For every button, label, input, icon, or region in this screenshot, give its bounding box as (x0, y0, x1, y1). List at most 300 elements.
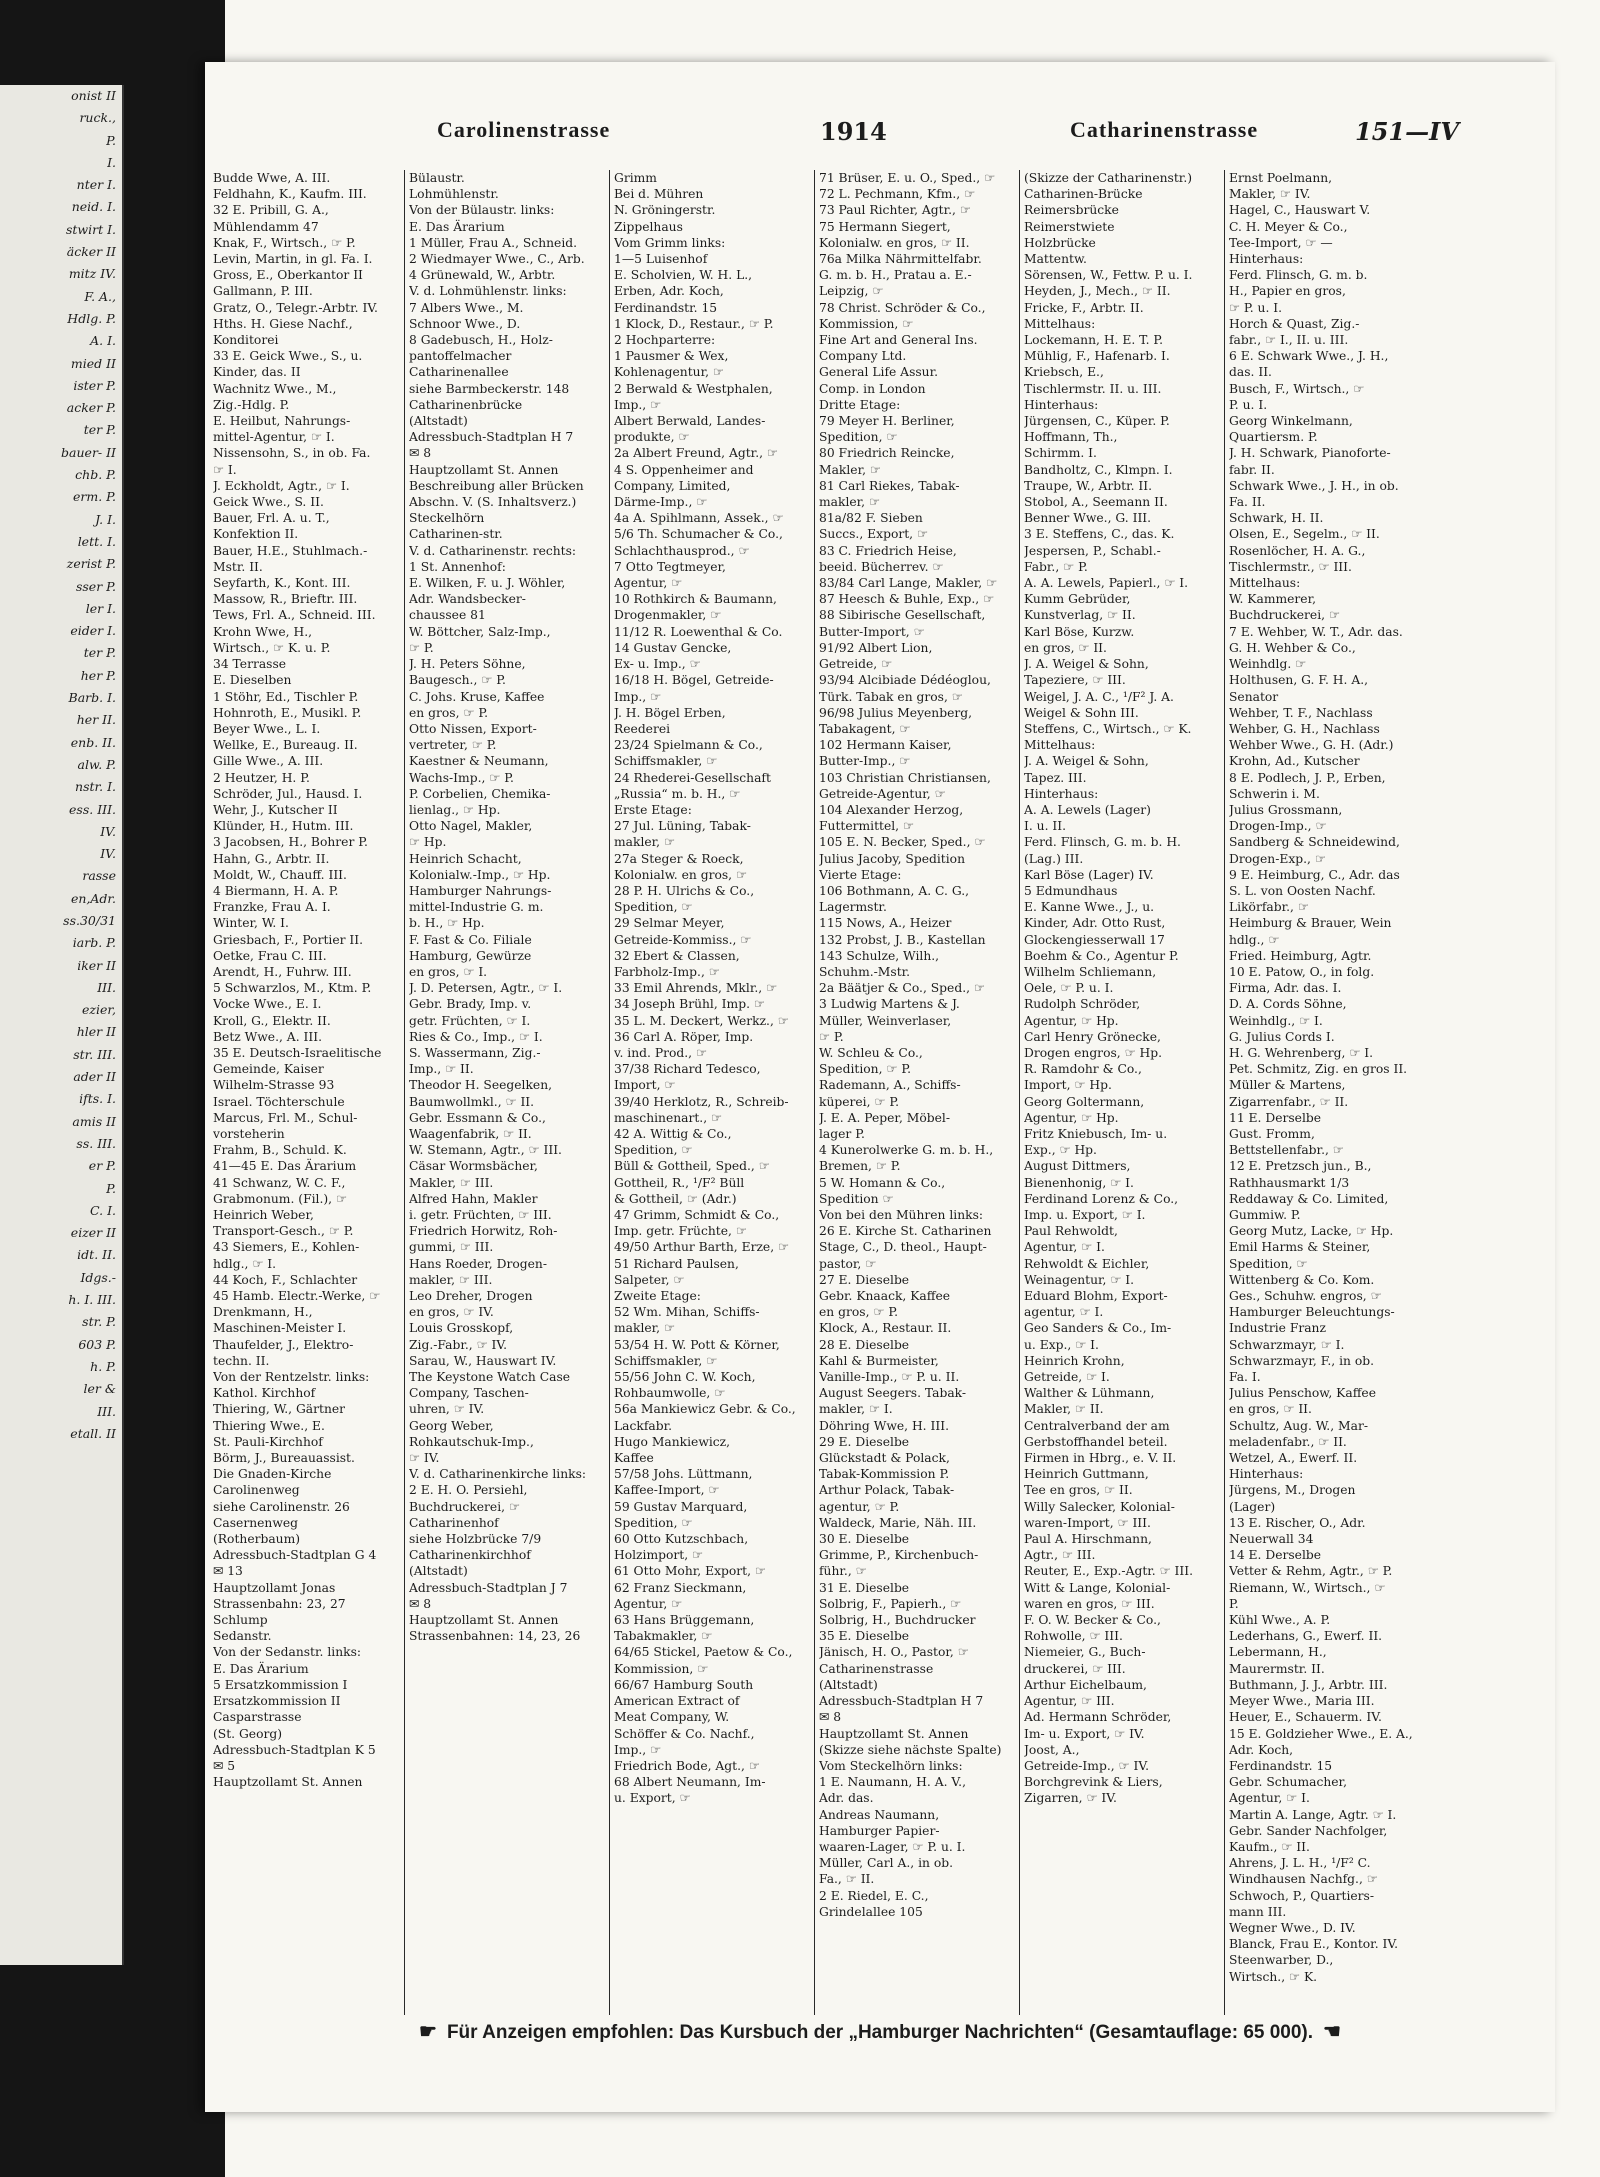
directory-entry: G. Julius Cords I. (1229, 1029, 1335, 1044)
directory-entry: 15 E. Goldzieher Wwe., E. A., (1229, 1726, 1413, 1741)
directory-entry: Exp., ☞ Hp. (1024, 1143, 1097, 1158)
directory-entry: chaussee 81 (409, 608, 486, 623)
left-page-text: nstr. I. (75, 779, 116, 795)
directory-entry: 29 Selmar Meyer, (614, 916, 725, 931)
directory-entry: Witt & Lange, Kolonial- (1024, 1580, 1171, 1595)
directory-entry: 7 Otto Tegtmeyer, (614, 559, 726, 574)
directory-entry: Getreide-Agentur, ☞ (819, 786, 946, 801)
directory-entry: Adr. Koch, (1229, 1742, 1294, 1757)
left-page-text: ter P. (83, 645, 116, 661)
directory-entry: Stage, C., D. theol., Haupt- (819, 1240, 987, 1255)
directory-entry: Lackfabr. (614, 1418, 673, 1433)
directory-entry: Schwarzmayr, ☞ I. (1229, 1337, 1345, 1352)
directory-entry: Hohnroth, E., Musikl. P. (213, 705, 362, 720)
directory-entry: Ferdinandstr. 15 (1229, 1758, 1333, 1773)
directory-entry: S. Wassermann, Zig.- (409, 1045, 541, 1060)
directory-entry: 53/54 H. W. Pott & Körner, (614, 1337, 780, 1352)
left-page-text: J. I. (95, 511, 116, 527)
directory-entry: Franzke, Frau A. I. (213, 900, 331, 915)
directory-entry: J. H. Schwark, Pianoforte- (1229, 446, 1391, 461)
left-page-text: Barb. I. (68, 690, 116, 706)
directory-entry: Hans Roeder, Drogen- (409, 1256, 547, 1271)
directory-entry: Klünder, H., Hutm. III. (213, 819, 354, 834)
directory-entry: 16/18 H. Bögel, Getreide- (614, 673, 774, 688)
directory-entry: Geo Sanders & Co., Im- (1024, 1321, 1172, 1336)
directory-entry: Schwoch, P., Quartiers- (1229, 1888, 1374, 1903)
directory-entry: 4a A. Spihlmann, Assek., ☞ (614, 511, 784, 526)
directory-entry: Geick Wwe., S. II. (213, 495, 324, 510)
directory-entry: Tapez. III. (1024, 770, 1087, 785)
directory-entry: Wehber, T. F., Nachlass (1229, 705, 1373, 720)
directory-entry: 2 Berwald & Westphalen, (614, 381, 773, 396)
directory-entry: 1 Pausmer & Wex, (614, 349, 729, 364)
directory-entry: Schnoor Wwe., D. (409, 316, 521, 331)
directory-entry: Georg Goltermann, (1024, 1094, 1145, 1109)
directory-entry: Reddaway & Co. Limited, (1229, 1191, 1389, 1206)
directory-entry: Gottheil, R., ¹/F² Büll (614, 1175, 745, 1190)
directory-entry: Rosenlöcher, H. A. G., (1229, 543, 1366, 558)
left-page-text: lett. I. (77, 533, 116, 549)
directory-entry: Oetke, Frau C. III. (213, 948, 327, 963)
directory-entry: Holzimport, ☞ (614, 1548, 704, 1563)
directory-entry: 75 Hermann Siegert, (819, 219, 951, 234)
left-page-text: C. I. (90, 1202, 116, 1218)
left-page-text: stwirt I. (65, 221, 116, 237)
directory-entry: F. Fast & Co. Filiale (409, 932, 532, 947)
directory-entry: Catharinen-str. (409, 527, 503, 542)
directory-entry: Weinagentur, ☞ I. (1024, 1272, 1135, 1287)
directory-entry: Strassenbahn: 23, 27 (213, 1596, 346, 1611)
directory-entry: C. Johs. Kruse, Kaffee (409, 689, 545, 704)
directory-entry: hdlg., ☞ (1229, 932, 1280, 947)
directory-entry: 61 Otto Mohr, Export, ☞ (614, 1564, 766, 1579)
directory-entry: 27 Jul. Lüning, Tabak- (614, 819, 751, 834)
directory-entry: Company, Taschen- (409, 1386, 529, 1401)
directory-entry: makler, ☞ (614, 835, 676, 850)
directory-entry: Ferd. Flinsch, G. m. b. (1229, 268, 1368, 283)
directory-entry: 1 E. Naumann, H. A. V., (819, 1775, 966, 1790)
directory-entry: 103 Christian Christiansen, (819, 770, 991, 785)
directory-entry: Martin A. Lange, Agtr. ☞ I. (1229, 1807, 1397, 1822)
left-page-text: her P. (80, 667, 116, 683)
directory-entry: Georg Weber, (409, 1418, 494, 1433)
directory-entry: 14 Gustav Gencke, (614, 640, 732, 655)
directory-entry: Bauer, Frl. A. u. T., (213, 511, 330, 526)
directory-entry: General Life Assur. (819, 365, 939, 380)
directory-entry: fabr., ☞ I., II. u. III. (1229, 333, 1349, 348)
directory-entry: i. getr. Früchten, ☞ III. (409, 1208, 552, 1222)
directory-entry: Schlachthausprod., ☞ (614, 543, 750, 558)
directory-entry: en gros, ☞ P. (819, 1305, 899, 1320)
left-page-text: ess. III. (69, 801, 116, 817)
directory-entry: Vocke Wwe., E. I. (213, 997, 322, 1012)
directory-entry: & Gottheil, ☞ (Adr.) (614, 1191, 737, 1206)
left-page-text: h. I. III. (68, 1292, 116, 1308)
directory-entry: 3 E. Steffens, C., das. K. (1024, 527, 1175, 542)
directory-entry: Hugo Mankiewicz, (614, 1434, 731, 1449)
directory-entry: Vierte Etage: (819, 867, 902, 882)
directory-entry: Butter-Import, ☞ (819, 624, 925, 639)
directory-entry: Wirtsch., ☞ K. u. P. (213, 640, 331, 655)
directory-entry: The Keystone Watch Case (409, 1370, 571, 1385)
directory-entry: Drogen engros, ☞ Hp. (1024, 1045, 1163, 1060)
directory-entry: Horch & Quast, Zig.- (1229, 316, 1360, 331)
directory-entry: Baumwollmkl., ☞ II. (409, 1094, 535, 1109)
directory-entry: lager P. (819, 1126, 865, 1141)
directory-entry: Kaufm., ☞ II. (1229, 1839, 1310, 1854)
directory-entry: Getreide, ☞ I. (1024, 1370, 1110, 1385)
directory-entry: Heimburg & Brauer, Wein (1229, 916, 1392, 931)
directory-entry: P. Corbelien, Chemika- (409, 786, 551, 801)
left-page-text: mied II (70, 355, 116, 371)
directory-entry: C. H. Meyer & Co., (1229, 219, 1348, 234)
directory-entry: en gros, ☞ II. (1229, 1402, 1312, 1417)
directory-entry: Ries & Co., Imp., ☞ I. (409, 1029, 543, 1044)
directory-entry: Müller, Carl A., in ob. (819, 1856, 954, 1871)
directory-entry: Arthur Eichelbaum, (1024, 1677, 1147, 1692)
directory-entry: Kriebsch, E., (1024, 365, 1104, 380)
directory-entry: küperei, ☞ P. (819, 1094, 900, 1109)
directory-entry: Konfektion II. (213, 527, 299, 542)
directory-entry: Getreide-Imp., ☞ IV. (1024, 1758, 1149, 1773)
directory-entry: Getreide, ☞ (819, 657, 893, 672)
directory-entry: Reederei (614, 721, 671, 736)
directory-entry: Steenwarber, D., (1229, 1953, 1334, 1968)
directory-entry: Schwarzmayr, F., in ob. (1229, 1353, 1375, 1368)
directory-entry: Dritte Etage: (819, 397, 901, 412)
directory-entry: en gros, ☞ P. (409, 705, 489, 720)
directory-entry: H. G. Wehrenberg, ☞ I. (1229, 1045, 1374, 1060)
directory-entry: 24 Rhederei-Gesellschaft (614, 770, 771, 785)
directory-entry: 96/98 Julius Meyenberg, (819, 705, 973, 720)
directory-entry: 7 E. Wehber, W. T., Adr. das. (1229, 624, 1403, 639)
directory-entry: Ges., Schuhw. engros, ☞ (1229, 1289, 1382, 1304)
directory-entry: Hauptzollamt St. Annen (819, 1726, 969, 1741)
directory-entry: druckerei, ☞ III. (1024, 1661, 1126, 1676)
directory-entry: Sandberg & Schneidewind, (1229, 835, 1400, 850)
directory-entry: das. II. (1229, 365, 1272, 380)
directory-entry: uhren, ☞ IV. (409, 1402, 485, 1417)
directory-entry: Adressbuch-Stadtplan K 5 (213, 1742, 376, 1757)
directory-entry: August Dittmers, (1024, 1159, 1131, 1174)
directory-entry: 10 E. Patow, O., in folg. (1229, 964, 1375, 979)
directory-entry: techn. II. (213, 1353, 270, 1368)
directory-entry: Catharinen-Brücke (1024, 187, 1143, 202)
directory-entry: Mittelhaus: (1229, 576, 1301, 591)
directory-entry: S. L. von Oosten Nachf. (1229, 883, 1376, 898)
left-page-text: bauer- II (61, 444, 116, 460)
directory-entry: Thiering, W., Gärtner (213, 1402, 346, 1417)
column-1 (213, 170, 401, 2015)
directory-entry: maschinenart., ☞ (614, 1110, 723, 1125)
directory-entry: J. H. Bögel Erben, (614, 705, 726, 720)
directory-entry: 14 E. Derselbe (1229, 1548, 1322, 1563)
directory-entry: J. E. A. Peper, Möbel- (819, 1110, 951, 1125)
directory-entry: 47 Grimm, Schmidt & Co., (614, 1208, 780, 1222)
directory-entry: 39/40 Herklotz, R., Schreib- (614, 1094, 789, 1109)
directory-entry: b. H., ☞ Hp. (409, 916, 485, 931)
directory-entry: Hamburger Beleuchtungs- (1229, 1305, 1395, 1320)
directory-entry: Lagermstr. (819, 900, 887, 915)
directory-entry: siehe Holzbrücke 7/9 (409, 1532, 542, 1547)
directory-entry: Tews, Frl. A., Schneid. III. (213, 608, 376, 623)
directory-entry: Agentur, ☞ I. (1024, 1240, 1105, 1255)
directory-entry: Carolinenweg (213, 1483, 300, 1498)
directory-entry: Betz Wwe., A. III. (213, 1029, 322, 1044)
directory-entry: Friedrich Horwitz, Roh- (409, 1224, 558, 1239)
directory-entry: Rohwolle, ☞ III. (1024, 1629, 1123, 1644)
directory-entry: Reimersbrücke (1024, 203, 1119, 218)
directory-entry: Kohlenagentur, ☞ (614, 365, 724, 380)
directory-entry: Kommission, ☞ (614, 1661, 709, 1676)
directory-entry: (Altstadt) (409, 414, 468, 429)
directory-entry: P. u. I. (1229, 397, 1268, 412)
directory-entry: Firmen in Hbrg., e. V. II. (1024, 1451, 1177, 1466)
directory-entry: „Russia“ m. b. H., ☞ (614, 786, 741, 801)
directory-entry: Meat Company, W. (614, 1710, 730, 1725)
directory-entry: Traupe, W., Arbtr. II. (1024, 478, 1153, 493)
directory-entry: E. Wilken, F. u. J. Wöhler, (409, 576, 566, 591)
directory-entry: Jürgensen, C., Küper. P. (1024, 414, 1170, 429)
directory-entry: 2a Albert Freund, Agtr., ☞ (614, 446, 778, 461)
directory-entry: W. Schleu & Co., (819, 1045, 923, 1060)
directory-entry: Heuer, E., Schauerm. IV. (1229, 1710, 1382, 1725)
directory-entry: Julius Grossmann, (1229, 802, 1343, 817)
directory-entry: Neuerwall 34 (1229, 1532, 1314, 1547)
directory-entry: Ersatzkommission II (213, 1694, 341, 1709)
directory-entry: Thiering Wwe., E. (213, 1418, 325, 1433)
advertisement-footer (205, 2019, 1555, 2044)
directory-entry: 45 Hamb. Electr.-Werke, ☞ (213, 1289, 381, 1304)
directory-entry: (Lager) (1229, 1499, 1276, 1514)
directory-entry: (Altstadt) (819, 1677, 878, 1692)
directory-entry: Imp. u. Export, ☞ I. (1024, 1208, 1146, 1222)
directory-entry: 37/38 Richard Tedesco, (614, 1062, 761, 1077)
directory-entry: Weinhdlg., ☞ I. (1229, 1013, 1323, 1028)
directory-entry: P. (1229, 1596, 1239, 1611)
directory-entry: Tee en gros, ☞ II. (1024, 1483, 1133, 1498)
directory-entry: 9 E. Heimburg, C., Adr. das (1229, 867, 1400, 882)
directory-entry: Beschreibung aller Brücken (409, 478, 584, 493)
left-page-text: etall. II (70, 1425, 116, 1441)
directory-entry: u. Exp., ☞ I. (1024, 1337, 1099, 1352)
directory-entry: makler, ☞ (819, 495, 881, 510)
directory-entry: 87 Heesch & Buhle, Exp., ☞ (819, 592, 995, 607)
directory-entry: Hamburger Nahrungs- (409, 883, 552, 898)
directory-entry: Salpeter, ☞ (614, 1272, 685, 1287)
directory-entry: Wachs-Imp., ☞ P. (409, 770, 514, 785)
directory-entry: Kaestner & Neumann, (409, 754, 549, 769)
directory-entry: Blanck, Frau E., Kontor. IV. (1229, 1937, 1399, 1952)
directory-entry: Borchgrevink & Liers, (1024, 1775, 1163, 1790)
directory-entry: Spedition, ☞ (1229, 1256, 1308, 1271)
directory-entry: Nissensohn, S., in ob. Fa. (213, 446, 371, 461)
directory-entry: Fried. Heimburg, Agtr. (1229, 948, 1372, 963)
directory-entry: Fritz Kniebusch, Im- u. (1024, 1126, 1168, 1141)
directory-entry: Hoffmann, Th., (1024, 430, 1118, 445)
directory-entry: Budde Wwe, A. III. (213, 171, 331, 185)
left-page-text: P. (106, 132, 116, 148)
directory-entry: Gallmann, P. III. (213, 284, 313, 299)
directory-entry: 81a/82 F. Sieben (819, 511, 923, 526)
directory-entry: Spedition, ☞ (614, 900, 693, 915)
directory-entry: 62 Franz Sieckmann, (614, 1580, 747, 1595)
directory-entry: Rohbaumwolle, ☞ (614, 1386, 726, 1401)
directory-entry: Weinhdlg. ☞ (1229, 657, 1307, 672)
directory-entry: Erste Etage: (614, 802, 692, 817)
directory-entry: J. A. Weigel & Sohn, (1024, 754, 1149, 769)
directory-entry: Schwark, H. II. (1229, 511, 1324, 526)
directory-entry: Rehwoldt & Eichler, (1024, 1256, 1150, 1271)
directory-entry: Cäsar Wormsbächer, (409, 1159, 538, 1174)
directory-entry: Gerbstoffhandel beteil. (1024, 1434, 1168, 1449)
directory-entry: Transport-Gesch., ☞ P. (213, 1224, 354, 1239)
column-rule (609, 170, 610, 2015)
directory-entry: agentur, ☞ I. (1024, 1305, 1104, 1320)
directory-entry: 23/24 Spielmann & Co., (614, 738, 763, 753)
directory-entry: Lockemann, H. E. T. P. (1024, 333, 1164, 348)
directory-entry: 35 E. Dieselbe (819, 1629, 910, 1644)
directory-entry: 28 E. Dieselbe (819, 1337, 910, 1352)
directory-entry: 132 Probst, J. B., Kastellan (819, 932, 986, 947)
directory-entry: 104 Alexander Herzog, (819, 802, 964, 817)
directory-entry: Otto Nissen, Export- (409, 721, 537, 736)
directory-entry: Adressbuch-Stadtplan H 7 (409, 430, 574, 445)
directory-entry: Fa. I. (1229, 1370, 1261, 1385)
left-page-text: ifts. I. (79, 1091, 116, 1107)
directory-entry: 27a Steger & Roeck, (614, 851, 744, 866)
directory-entry: 33 E. Geick Wwe., S., u. (213, 349, 363, 364)
column-rule (1224, 170, 1225, 2015)
directory-entry: Centralverband der am (1024, 1418, 1170, 1433)
directory-entry: 33 Emil Ahrends, Mklr., ☞ (614, 981, 778, 996)
directory-entry: Alfred Hahn, Makler (409, 1191, 538, 1206)
directory-entry: beeid. Bücherrev. ☞ (819, 559, 944, 574)
directory-entry: (Skizze siehe nächste Spalte) (819, 1742, 1002, 1757)
directory-entry: Adressbuch-Stadtplan J 7 (409, 1580, 568, 1595)
directory-entry: Grabmonum. (Fil.), ☞ (213, 1191, 348, 1206)
directory-entry: 63 Hans Brüggemann, (614, 1613, 755, 1628)
directory-entry: Bei d. Mühren (614, 187, 704, 202)
directory-entry: Gust. Fromm, (1229, 1126, 1315, 1141)
directory-entry: Makler, ☞ IV. (1229, 187, 1311, 202)
directory-entry: Futtermittel, ☞ (819, 819, 915, 834)
directory-entry: Karl Böse, Kurzw. (1024, 624, 1135, 639)
directory-entry: Getreide-Kommiss., ☞ (614, 932, 752, 947)
directory-entry: Tischlermstr. II. u. III. (1024, 381, 1162, 396)
directory-entry: agentur, ☞ P. (819, 1499, 900, 1514)
directory-entry: Mattentw. (1024, 252, 1087, 267)
directory-entry: Company Ltd. (819, 349, 907, 364)
directory-entry: 106 Bothmann, A. C. G., (819, 883, 970, 898)
directory-entry: Mittelhaus: (1024, 738, 1096, 753)
directory-entry: Fricke, F., Arbtr. II. (1024, 300, 1144, 315)
directory-entry: Wetzel, A., Ewerf. II. (1229, 1451, 1358, 1466)
left-page-text: eider I. (70, 623, 116, 639)
directory-entry: Fine Art and General Ins. (819, 333, 978, 348)
directory-entry: Sarau, W., Hauswart IV. (409, 1353, 557, 1368)
directory-entry: Lebermann, H., (1229, 1645, 1327, 1660)
directory-entry: 42 A. Wittig & Co., (614, 1126, 732, 1141)
directory-entry: 60 Otto Kutzschbach, (614, 1532, 749, 1547)
left-page-text: h. P. (90, 1358, 116, 1374)
column-rule (404, 170, 405, 2015)
left-page-text: P. (106, 1180, 116, 1196)
directory-entry: Eduard Blohm, Export- (1024, 1289, 1168, 1304)
directory-entry: mittel-Industrie G. m. (409, 900, 544, 915)
directory-entry: Waagenfabrik, ☞ II. (409, 1126, 532, 1141)
directory-entry: vorsteherin (213, 1126, 285, 1141)
directory-entry: Därme-Imp., ☞ (614, 495, 708, 510)
directory-entry: siehe Barmbeckerstr. 148 (409, 381, 570, 396)
column-rule (1019, 170, 1020, 2015)
directory-entry: 55/56 John C. W. Koch, (614, 1370, 756, 1385)
directory-entry: Drenkmann, H., (213, 1305, 313, 1320)
left-page-text: amis II (72, 1113, 116, 1129)
directory-entry: Grimm (614, 171, 657, 185)
directory-entry: Heinrich Schacht, (409, 851, 522, 866)
left-page-text: äcker II (66, 244, 116, 260)
directory-entry: Maurermstr. II. (1229, 1661, 1325, 1676)
directory-entry: (Lag.) III. (1024, 851, 1084, 866)
directory-entry: Jänisch, H. O., Pastor, ☞ (819, 1645, 969, 1660)
directory-entry: Wilhelm Schliemann, (1024, 964, 1157, 979)
directory-entry: Schwark Wwe., J. H., in ob. (1229, 478, 1399, 493)
directory-entry: Kühl Wwe., A. P. (1229, 1613, 1331, 1628)
column-3 (614, 170, 811, 2015)
left-page-text: hler II (76, 1024, 116, 1040)
directory-entry: 34 Terrasse (213, 657, 287, 672)
directory-entry: 2 E. H. O. Persiehl, (409, 1483, 528, 1498)
directory-entry: Adressbuch-Stadtplan G 4 (213, 1548, 377, 1563)
directory-entry: Spedition, ☞ (614, 1143, 693, 1158)
directory-entry: 78 Christ. Schröder & Co., (819, 300, 986, 315)
directory-entry: Georg Mutz, Lacke, ☞ Hp. (1229, 1224, 1394, 1239)
directory-entry: gummi, ☞ III. (409, 1240, 494, 1255)
left-page-text: ss. III. (76, 1135, 116, 1151)
directory-entry: Hinterhaus: (1229, 252, 1304, 267)
directory-entry: Lederhans, G., Ewerf. II. (1229, 1629, 1383, 1644)
directory-entry: Andreas Naumann, (819, 1807, 940, 1822)
directory-entry: Vom Grimm links: (614, 235, 726, 250)
directory-entry: Weigel, J. A. C., ¹/F² J. A. (1024, 689, 1174, 704)
directory-entry: 79 Meyer H. Berliner, (819, 414, 955, 429)
page-header (205, 117, 1555, 167)
directory-entry: Mittelhaus: (1024, 316, 1096, 331)
directory-entry: Wehber Wwe., G. H. (Adr.) (1229, 738, 1394, 753)
directory-entry: Meyer Wwe., Maria III. (1229, 1694, 1375, 1709)
directory-entry: Buthmann, J. J., Arbtr. III. (1229, 1677, 1388, 1692)
directory-entry: Vom Steckelhörn links: (819, 1758, 963, 1773)
directory-entry: Leipzig, ☞ (819, 284, 884, 299)
left-page-text: F. A., (84, 288, 116, 304)
directory-entry: 2 Heutzer, H. P. (213, 770, 310, 785)
directory-entry: mittel-Agentur, ☞ I. (213, 430, 335, 445)
directory-entry: Spedition, ☞ P. (819, 1062, 912, 1077)
left-page-text: rasse (82, 868, 116, 884)
directory-entry: Windhausen Nachfg., ☞ (1229, 1872, 1378, 1887)
directory-entry: fabr. II. (1229, 462, 1275, 477)
directory-entry: Schwerin i. M. (1229, 786, 1320, 801)
directory-entry: Schultz, Aug. W., Mar- (1229, 1418, 1368, 1433)
directory-entry: Imp., ☞ II. (409, 1062, 474, 1077)
directory-entry: V. d. Lohmühlenstr. links: (409, 284, 567, 299)
directory-entry: Glockengiesserwall 17 (1024, 932, 1165, 947)
directory-entry: Agentur, ☞ III. (1024, 1694, 1115, 1709)
directory-entry: Zippelhaus (614, 219, 683, 234)
directory-entry: H., Papier en gros, (1229, 284, 1346, 299)
left-page-text: ister P. (73, 377, 116, 393)
